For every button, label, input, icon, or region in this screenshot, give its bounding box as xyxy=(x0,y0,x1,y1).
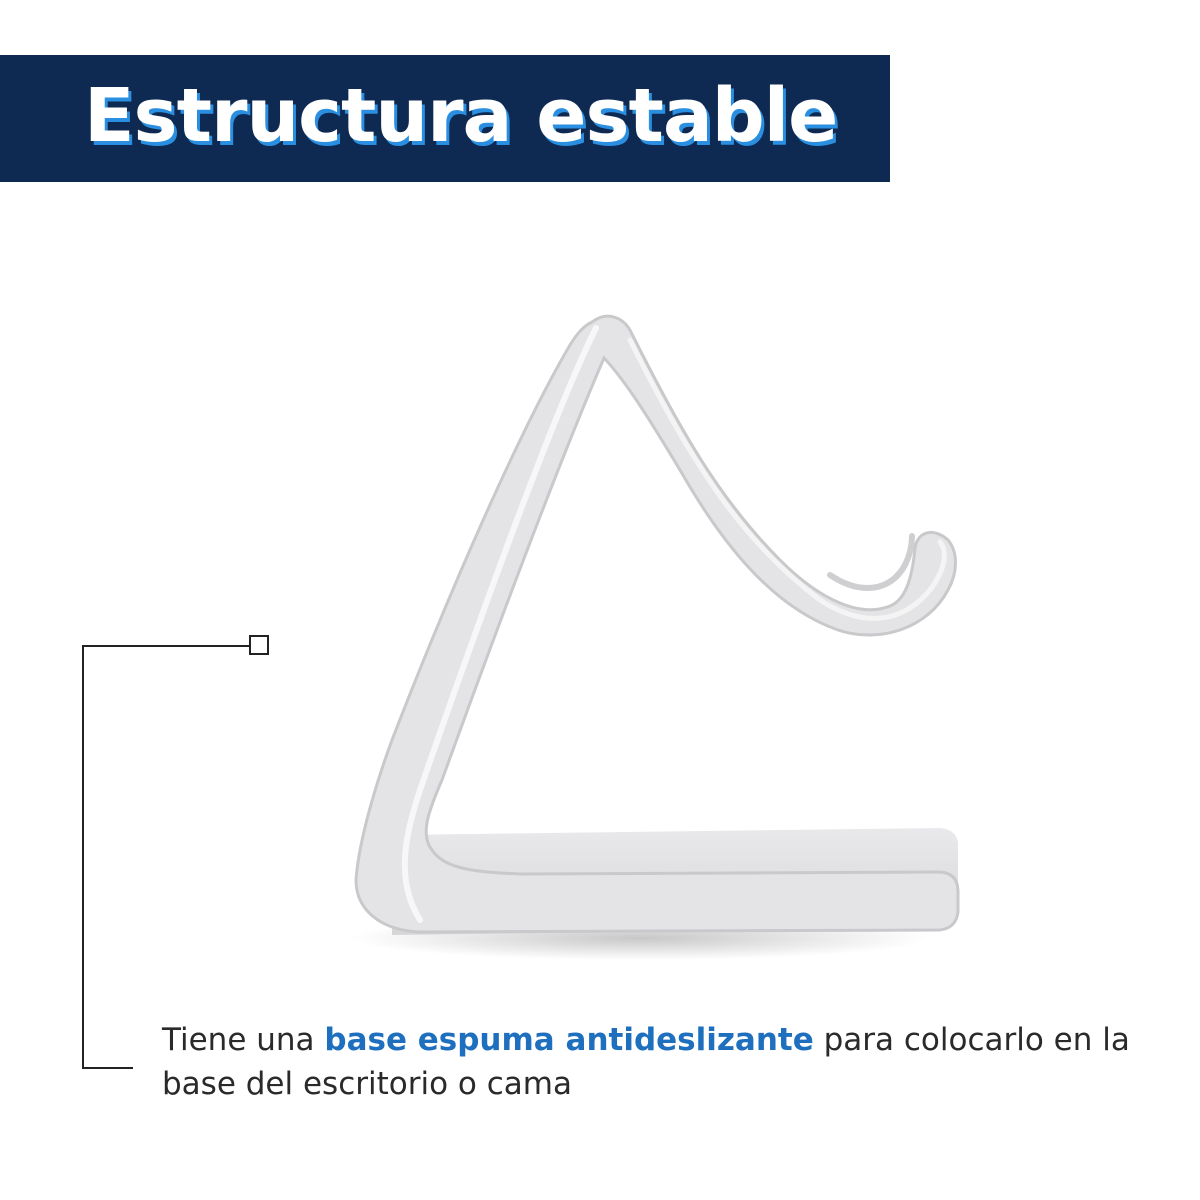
caption-text-end: para colocarlo en la base del escritorio o cama xyxy=(162,1022,1130,1102)
caption-text-start: Tiene una xyxy=(162,1022,325,1058)
callout-marker-square xyxy=(250,636,268,654)
page-title: Estructura estable xyxy=(84,73,838,159)
caption-highlight: base espuma antideslizante xyxy=(324,1022,814,1058)
caption-text xyxy=(162,1018,1172,1106)
callout-line xyxy=(83,646,251,1068)
